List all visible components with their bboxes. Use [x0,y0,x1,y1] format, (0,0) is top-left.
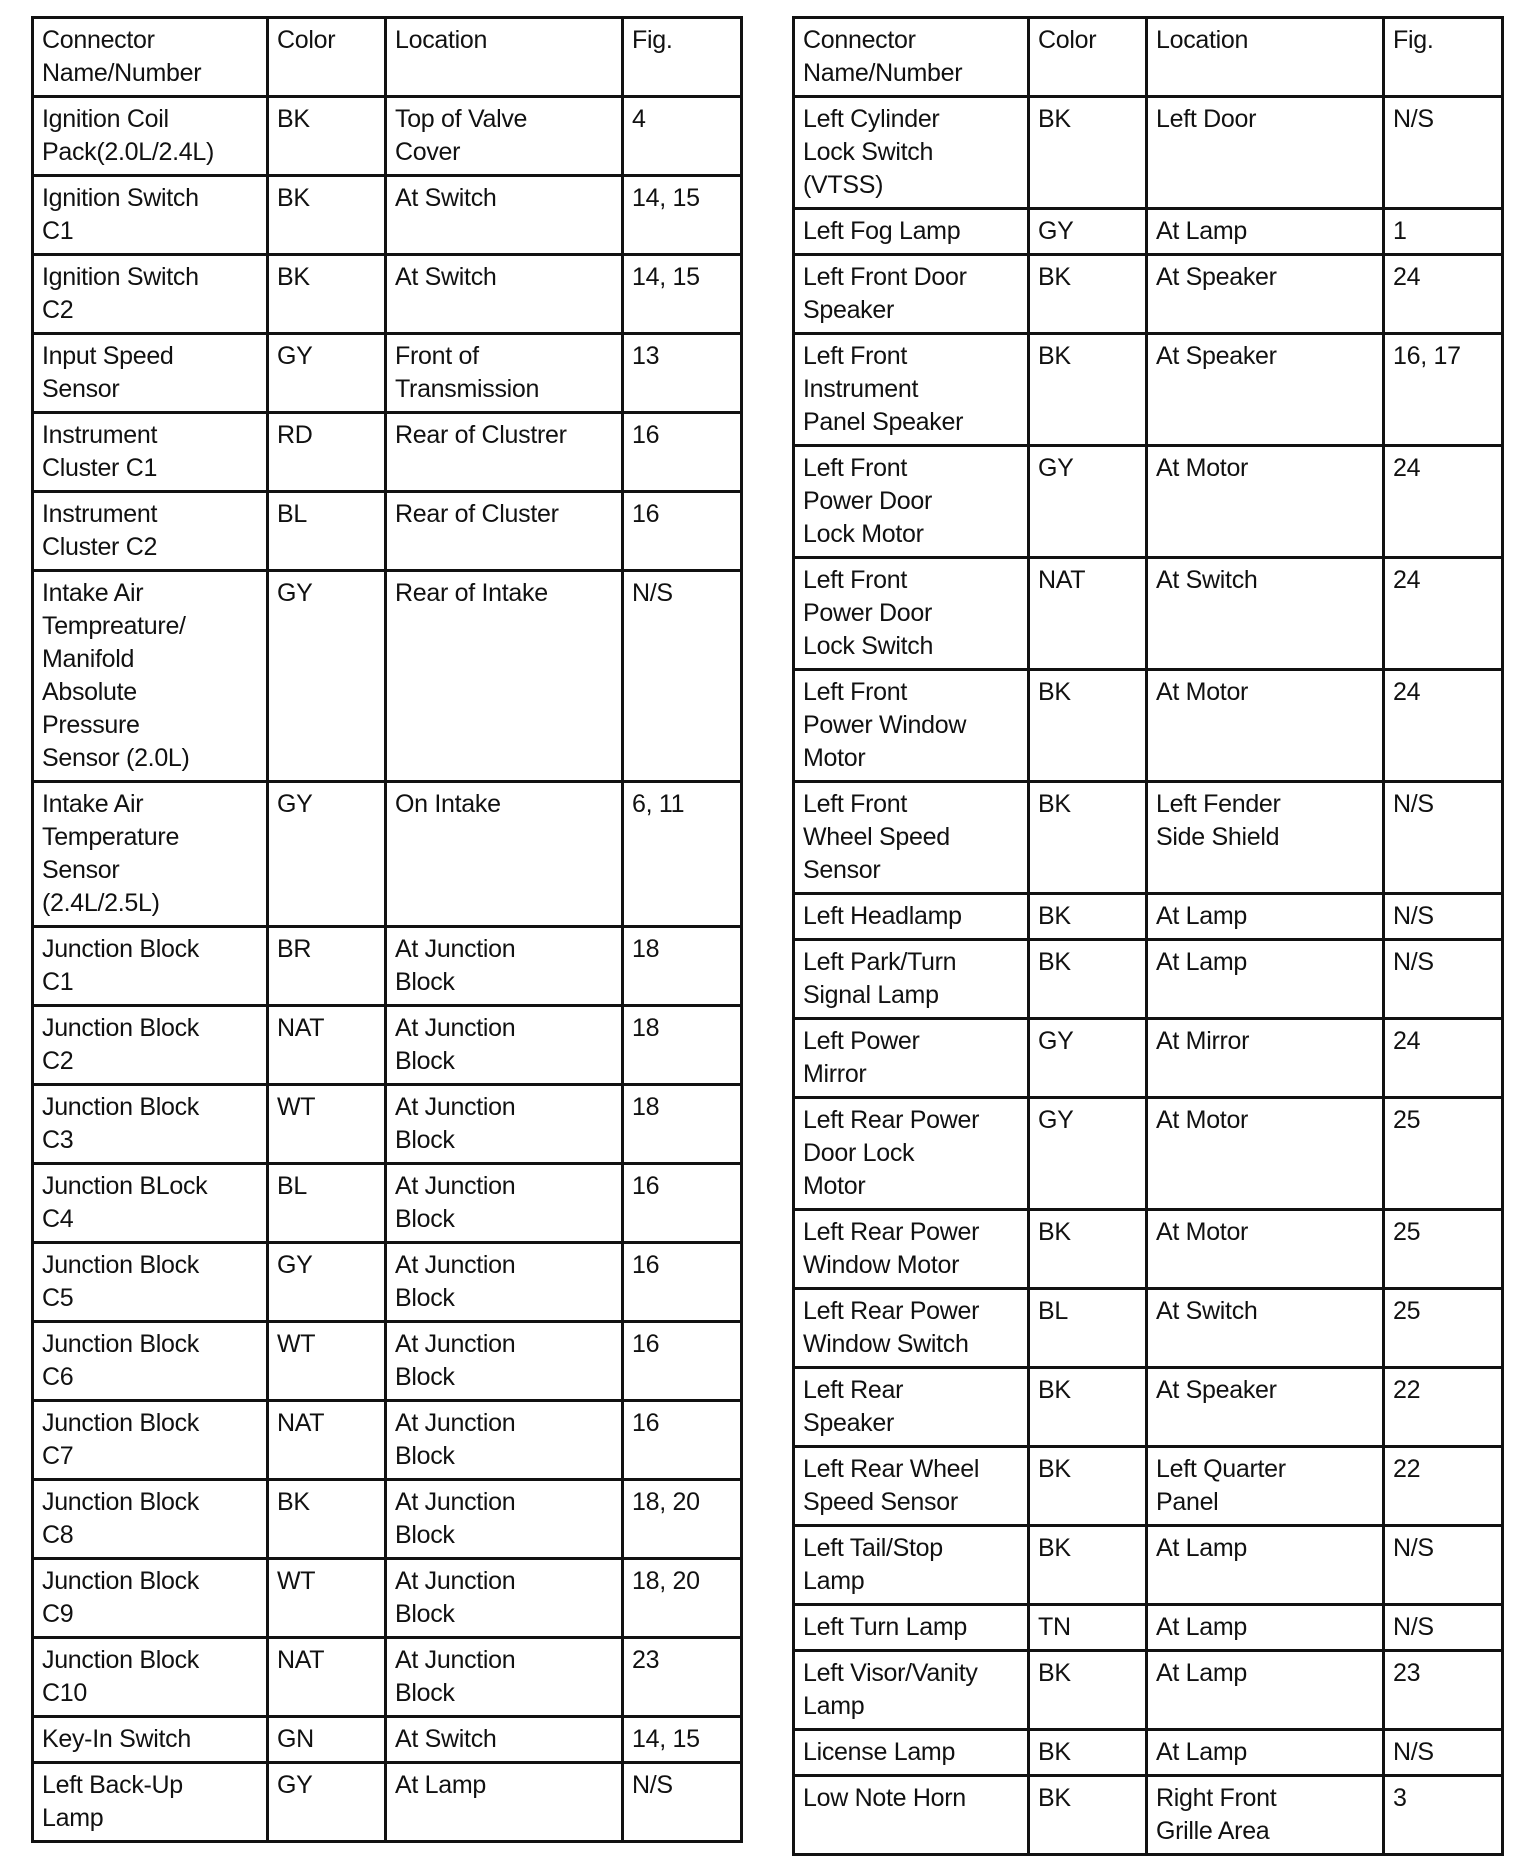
cell-connector-name: Junction Block C8 [33,1480,268,1559]
cell-fig: 16 [623,1243,742,1322]
cell-color: BK [1029,894,1147,940]
cell-fig: 16 [623,492,742,571]
cell-location: At Speaker [1147,1368,1384,1447]
cell-color: BK [1029,1730,1147,1776]
cell-connector-name: Left Front Instrument Panel Speaker [794,334,1029,446]
cell-location: At Junction Block [386,1401,623,1480]
table-row [33,334,742,413]
table-row [794,446,1503,558]
table-row [33,1006,742,1085]
cell-color: BK [268,176,386,255]
cell-fig: 24 [1384,670,1503,782]
cell-connector-name: Left Rear Speaker [794,1368,1029,1447]
cell-location: Rear of Intake [386,571,623,782]
cell-location: Rear of Cluster [386,492,623,571]
cell-color: GY [268,571,386,782]
table-row [794,255,1503,334]
cell-connector-name: Instrument Cluster C2 [33,492,268,571]
cell-color: BK [1029,1526,1147,1605]
table-row [33,1243,742,1322]
cell-color: BL [1029,1289,1147,1368]
cell-fig: N/S [1384,97,1503,209]
cell-color: GY [1029,209,1147,255]
cell-color: GY [1029,446,1147,558]
table-row [794,1730,1503,1776]
table-row [33,1322,742,1401]
table-row [794,940,1503,1019]
cell-fig: 25 [1384,1210,1503,1289]
table-row [794,670,1503,782]
header-fig: Fig. [623,18,742,97]
cell-location: At Junction Block [386,1322,623,1401]
cell-color: GY [1029,1098,1147,1210]
cell-color: NAT [1029,558,1147,670]
cell-connector-name: Junction Block C10 [33,1638,268,1717]
cell-location: At Mirror [1147,1019,1384,1098]
cell-fig: 25 [1384,1098,1503,1210]
cell-fig: 25 [1384,1289,1503,1368]
cell-fig: 18, 20 [623,1480,742,1559]
cell-color: BK [1029,1368,1147,1447]
table-row [794,782,1503,894]
cell-location: At Junction Block [386,1638,623,1717]
cell-fig: 18, 20 [623,1559,742,1638]
cell-connector-name: Junction Block C5 [33,1243,268,1322]
cell-location: Right Front Grille Area [1147,1776,1384,1855]
cell-location: At Junction Block [386,1243,623,1322]
connector-table-left [31,16,743,1843]
cell-connector-name: Left Rear Power Window Motor [794,1210,1029,1289]
cell-fig: N/S [623,571,742,782]
cell-color: GY [268,1243,386,1322]
cell-fig: 4 [623,97,742,176]
cell-location: At Switch [386,255,623,334]
cell-location: At Lamp [1147,1605,1384,1651]
cell-connector-name: Left Fog Lamp [794,209,1029,255]
cell-color: BK [1029,334,1147,446]
cell-fig: N/S [623,1763,742,1842]
table-row [33,927,742,1006]
cell-location: At Switch [1147,558,1384,670]
cell-color: BK [268,1480,386,1559]
cell-color: RD [268,413,386,492]
cell-location: At Junction Block [386,1085,623,1164]
cell-color: BK [1029,97,1147,209]
table-row [33,97,742,176]
cell-location: At Speaker [1147,334,1384,446]
cell-color: BK [1029,255,1147,334]
cell-fig: N/S [1384,940,1503,1019]
cell-fig: 14, 15 [623,176,742,255]
cell-connector-name: Junction Block C9 [33,1559,268,1638]
cell-color: GY [268,782,386,927]
cell-fig: 24 [1384,446,1503,558]
cell-connector-name: Left Front Door Speaker [794,255,1029,334]
cell-fig: 6, 11 [623,782,742,927]
connector-table-right [792,16,1504,1856]
cell-fig: 14, 15 [623,255,742,334]
table-row [33,255,742,334]
cell-connector-name: Left Front Wheel Speed Sensor [794,782,1029,894]
cell-fig: 18 [623,1006,742,1085]
table-row [33,1480,742,1559]
table-row [794,558,1503,670]
cell-connector-name: Junction BLock C4 [33,1164,268,1243]
table-row [33,413,742,492]
cell-location: At Junction Block [386,1006,623,1085]
cell-fig: 22 [1384,1368,1503,1447]
cell-connector-name: Left Front Power Door Lock Motor [794,446,1029,558]
cell-color: BK [1029,1447,1147,1526]
cell-color: GY [268,1763,386,1842]
cell-location: At Switch [386,176,623,255]
cell-connector-name: Ignition Switch C2 [33,255,268,334]
cell-color: BK [1029,782,1147,894]
cell-location: Front of Transmission [386,334,623,413]
cell-location: At Motor [1147,670,1384,782]
cell-color: GY [268,334,386,413]
cell-location: Left Fender Side Shield [1147,782,1384,894]
cell-fig: N/S [1384,1526,1503,1605]
cell-color: BK [1029,940,1147,1019]
cell-location: At Speaker [1147,255,1384,334]
cell-connector-name: Left Front Power Door Lock Switch [794,558,1029,670]
table-row [33,1085,742,1164]
table-row [33,571,742,782]
cell-fig: 13 [623,334,742,413]
cell-connector-name: License Lamp [794,1730,1029,1776]
header-row [794,18,1503,97]
cell-fig: 14, 15 [623,1717,742,1763]
cell-location: At Junction Block [386,1559,623,1638]
cell-connector-name: Left Power Mirror [794,1019,1029,1098]
table-row [33,1164,742,1243]
header-color: Color [268,18,386,97]
cell-location: At Lamp [1147,894,1384,940]
cell-location: At Junction Block [386,927,623,1006]
cell-connector-name: Junction Block C2 [33,1006,268,1085]
table-row [794,334,1503,446]
cell-location: At Lamp [1147,1730,1384,1776]
cell-connector-name: Left Park/Turn Signal Lamp [794,940,1029,1019]
table-row [33,492,742,571]
cell-color: WT [268,1085,386,1164]
cell-connector-name: Left Rear Power Door Lock Motor [794,1098,1029,1210]
cell-connector-name: Low Note Horn [794,1776,1029,1855]
cell-location: At Lamp [1147,1526,1384,1605]
cell-connector-name: Left Front Power Window Motor [794,670,1029,782]
header-location: Location [386,18,623,97]
cell-color: BK [1029,670,1147,782]
cell-connector-name: Left Tail/Stop Lamp [794,1526,1029,1605]
cell-fig: 16 [623,1164,742,1243]
cell-color: BK [1029,1776,1147,1855]
cell-location: At Motor [1147,446,1384,558]
cell-fig: 18 [623,1085,742,1164]
cell-connector-name: Intake Air Tempreature/ Manifold Absolute Pressure Sensor (2.0L) [33,571,268,782]
table-row [794,1776,1503,1855]
cell-connector-name: Left Turn Lamp [794,1605,1029,1651]
table-row [794,1368,1503,1447]
cell-fig: N/S [1384,782,1503,894]
cell-fig: 16, 17 [1384,334,1503,446]
table-row [794,97,1503,209]
cell-location: At Switch [1147,1289,1384,1368]
cell-connector-name: Ignition Coil Pack(2.0L/2.4L) [33,97,268,176]
cell-fig: N/S [1384,894,1503,940]
cell-connector-name: Key-In Switch [33,1717,268,1763]
cell-color: GY [1029,1019,1147,1098]
cell-location: At Lamp [1147,940,1384,1019]
header-connector-name: Connector Name/Number [794,18,1029,97]
cell-fig: 22 [1384,1447,1503,1526]
header-fig: Fig. [1384,18,1503,97]
table-row [794,209,1503,255]
table-row [33,176,742,255]
cell-location: Top of Valve Cover [386,97,623,176]
cell-fig: N/S [1384,1605,1503,1651]
cell-color: WT [268,1322,386,1401]
cell-color: NAT [268,1638,386,1717]
cell-fig: 24 [1384,558,1503,670]
cell-connector-name: Left Back-Up Lamp [33,1763,268,1842]
cell-location: Left Door [1147,97,1384,209]
cell-fig: 23 [623,1638,742,1717]
table-row [33,1763,742,1842]
table-row [33,1401,742,1480]
cell-fig: 16 [623,1322,742,1401]
table-row [794,1447,1503,1526]
cell-location: On Intake [386,782,623,927]
cell-location: At Junction Block [386,1164,623,1243]
cell-color: NAT [268,1401,386,1480]
cell-location: At Lamp [1147,1651,1384,1730]
cell-connector-name: Left Headlamp [794,894,1029,940]
cell-location: Left Quarter Panel [1147,1447,1384,1526]
header-connector-name: Connector Name/Number [33,18,268,97]
table-row [33,1717,742,1763]
cell-fig: 18 [623,927,742,1006]
table-row [794,1098,1503,1210]
cell-fig: 23 [1384,1651,1503,1730]
cell-connector-name: Input Speed Sensor [33,334,268,413]
cell-connector-name: Left Visor/Vanity Lamp [794,1651,1029,1730]
cell-color: BK [1029,1210,1147,1289]
cell-location: At Lamp [1147,209,1384,255]
cell-connector-name: Left Cylinder Lock Switch (VTSS) [794,97,1029,209]
cell-fig: N/S [1384,1730,1503,1776]
cell-connector-name: Left Rear Power Window Switch [794,1289,1029,1368]
header-location: Location [1147,18,1384,97]
cell-connector-name: Junction Block C3 [33,1085,268,1164]
cell-location: At Lamp [386,1763,623,1842]
table-row [794,1019,1503,1098]
cell-location: At Motor [1147,1210,1384,1289]
cell-color: BK [268,255,386,334]
table-row [794,1605,1503,1651]
table-row [33,1559,742,1638]
table-row [33,782,742,927]
cell-color: TN [1029,1605,1147,1651]
cell-connector-name: Junction Block C7 [33,1401,268,1480]
cell-connector-name: Ignition Switch C1 [33,176,268,255]
table-row [794,1210,1503,1289]
cell-color: WT [268,1559,386,1638]
cell-color: BL [268,1164,386,1243]
header-color: Color [1029,18,1147,97]
table-row [33,1638,742,1717]
cell-location: At Junction Block [386,1480,623,1559]
header-row [33,18,742,97]
cell-fig: 24 [1384,255,1503,334]
table-row [794,894,1503,940]
cell-color: NAT [268,1006,386,1085]
cell-color: BR [268,927,386,1006]
cell-color: BK [268,97,386,176]
cell-location: Rear of Clustrer [386,413,623,492]
cell-fig: 24 [1384,1019,1503,1098]
cell-connector-name: Junction Block C1 [33,927,268,1006]
cell-color: GN [268,1717,386,1763]
table-row [794,1651,1503,1730]
cell-fig: 3 [1384,1776,1503,1855]
cell-connector-name: Intake Air Temperature Sensor (2.4L/2.5L) [33,782,268,927]
cell-fig: 16 [623,413,742,492]
cell-connector-name: Instrument Cluster C1 [33,413,268,492]
cell-color: BK [1029,1651,1147,1730]
cell-fig: 16 [623,1401,742,1480]
cell-location: At Switch [386,1717,623,1763]
cell-color: BL [268,492,386,571]
table-row [794,1526,1503,1605]
cell-location: At Motor [1147,1098,1384,1210]
table-row [794,1289,1503,1368]
cell-fig: 1 [1384,209,1503,255]
cell-connector-name: Junction Block C6 [33,1322,268,1401]
cell-connector-name: Left Rear Wheel Speed Sensor [794,1447,1029,1526]
